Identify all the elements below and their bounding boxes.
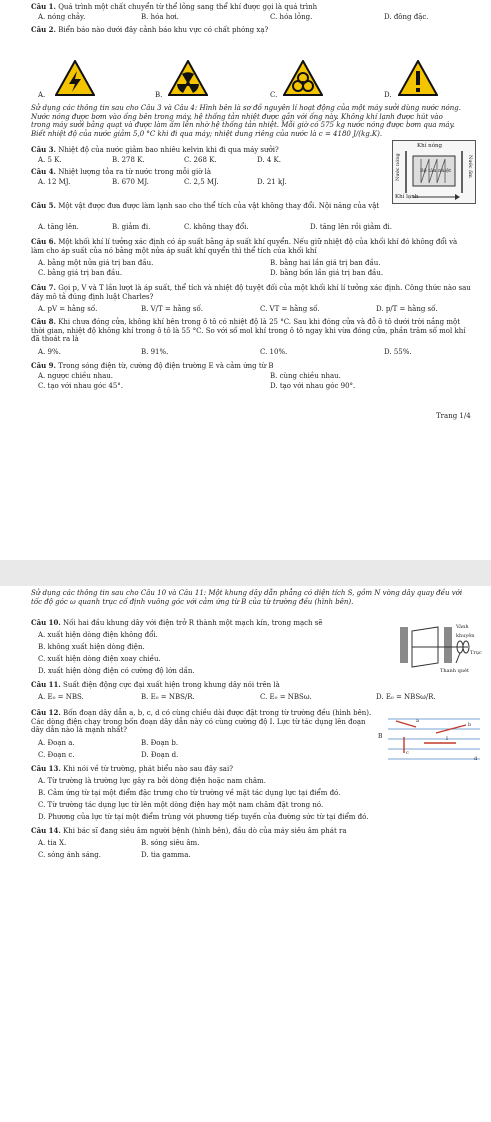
wire-b-label: b <box>468 722 472 728</box>
q4-option-a[interactable]: A. 12 MJ. <box>38 178 71 186</box>
wire-field-diagram <box>376 713 484 769</box>
q12-option-c[interactable]: C. Đoạn c. <box>38 751 75 759</box>
q1-option-a[interactable]: A. nóng chảy. <box>38 13 86 21</box>
question-2: Câu 2. Biển báo nào dưới đây cảnh báo khu vực có chất phóng xạ? <box>31 25 269 34</box>
question-7: Câu 7. Gọi p, V và T lần lượt là áp suất, thể tích và nhiệt độ tuyệt đối của một khối khí lí tưởng xác định. Công thức nào sau đây mô tả đúng định luật Charles? <box>31 283 471 301</box>
wire-a-label: a <box>416 718 419 724</box>
ring-label: Vành khuyên <box>456 624 475 639</box>
lightning-warning-icon <box>55 60 95 96</box>
q12-option-d[interactable]: D. Đoạn d. <box>141 751 179 759</box>
q2-option-c[interactable]: C. <box>270 91 278 99</box>
wire-d-label: d <box>474 756 478 762</box>
biohazard-icon <box>283 60 323 96</box>
q14-option-a[interactable]: A. tia X. <box>38 839 67 847</box>
brush-label: Thanh quét <box>440 668 469 674</box>
question-10: Câu 10. Nối hai đầu khung dây với điện trở R thành một mạch kín, trong mạch sẽ <box>31 618 323 627</box>
q13-option-b[interactable]: B. Cảm ứng từ tại một điểm đặc trưng cho từ trường về mặt tác dụng lực tại điểm đó. <box>38 789 341 797</box>
q10-option-a[interactable]: A. xuất hiện dòng điện không đổi. <box>38 631 158 639</box>
heater-bottom-label: Khí lạnh <box>395 194 419 200</box>
q1-option-c[interactable]: C. hóa lỏng. <box>270 13 313 21</box>
heater-right-label: Nước ấm <box>467 155 473 178</box>
q13-option-c[interactable]: C. Từ trường tác dụng lực từ lên một dòng điện hay một nam châm đặt trong nó. <box>38 801 324 809</box>
q1-option-d[interactable]: D. đông đặc. <box>384 13 429 21</box>
question-1: Câu 1. Quá trình một chất chuyển từ thể lỏng sang thể khí được gọi là quá trình <box>31 2 318 11</box>
question-3: Câu 3. Nhiệt độ của nước giảm bao nhiêu kelvin khi đi qua máy sưởi? <box>31 145 279 154</box>
q14-option-b[interactable]: B. sóng siêu âm. <box>141 839 200 847</box>
q8-option-b[interactable]: B. 91%. <box>141 348 169 356</box>
q3-option-d[interactable]: D. 4 K. <box>257 156 281 164</box>
q5-option-c[interactable]: C. không thay đổi. <box>184 223 249 231</box>
q3-option-c[interactable]: C. 268 K. <box>184 156 217 164</box>
q9-option-b[interactable]: B. cùng chiều nhau. <box>270 372 341 380</box>
q6-option-d[interactable]: D. bằng bốn lần giá trị ban đầu. <box>270 269 384 277</box>
q4-option-c[interactable]: C. 2,5 MJ. <box>184 178 219 186</box>
context-q3-q4: Sử dụng các thông tin sau cho Câu 3 và Câu 4: Hình bên là sơ đồ nguyên lí hoạt động của một máy sưởi dùng nước nóng. Nước nóng được bơm vào ống bên trong máy, hệ thống tản nhiệt được gắn với ống này. Không khí lạnh được hút vào trong máy sưởi bằng quạt và được làm ấm lên nhờ hệ thống tản nhiệt. Mỗi giờ có 575 kg nước nóng được bơm qua máy. Biết nhiệt độ của nước giảm 5,0 °C khi đi qua máy; nhiệt dung riêng của nước là c = 4180 J/(kg.K). <box>31 104 461 138</box>
page-separator <box>0 560 491 586</box>
q7-option-c[interactable]: C. VT = hằng số. <box>260 305 320 313</box>
q12-option-a[interactable]: A. Đoạn a. <box>38 739 75 747</box>
q11-option-d[interactable]: D. E₀ = NBSω/R. <box>376 693 436 701</box>
current-label: I <box>446 736 448 742</box>
q8-option-a[interactable]: A. 9%. <box>38 348 61 356</box>
radiation-icon <box>168 60 208 96</box>
heater-diagram <box>392 140 476 204</box>
q1-option-b[interactable]: B. hóa hơi. <box>141 13 179 21</box>
q10-option-c[interactable]: C. xuất hiện dòng điện xoay chiều. <box>38 655 161 663</box>
heater-left-label: Nước nóng <box>395 153 401 181</box>
exam-page-1 <box>0 0 491 560</box>
q12-option-b[interactable]: B. Đoạn b. <box>141 739 179 747</box>
question-9: Câu 9. Trong sóng điện từ, cường độ điện trường E và cảm ứng từ B <box>31 361 274 370</box>
q10-option-d[interactable]: D. xuất hiện dòng điện có cường độ lớn dần. <box>38 667 195 675</box>
exam-page-2 <box>0 585 491 1122</box>
question-11: Câu 11. Suất điện động cực đại xuất hiện trong khung dây nói trên là <box>31 680 280 689</box>
question-8: Câu 8. Khi chưa đóng cửa, không khí bên trong ô tô có nhiệt độ là 25 °C. Sau khi đóng cửa và đỗ ô tô dưới trời nắng một thời gian, nhiệt độ không khí trong ô tô là 55 °C. So với số mol khí trong ô tô ngay khi vừa đóng cửa, phần trăm số mol khí đã thoát ra là <box>31 317 466 343</box>
question-13: Câu 13. Khi nói về từ trường, phát biểu nào sau đây sai? <box>31 764 233 773</box>
q2-option-a[interactable]: A. <box>38 91 46 99</box>
q8-option-d[interactable]: D. 55%. <box>384 348 412 356</box>
wire-c-label: c <box>406 750 409 756</box>
q5-option-b[interactable]: B. giảm đi. <box>112 223 151 231</box>
q2-option-b[interactable]: B. <box>155 91 163 99</box>
coil-diagram <box>398 623 482 685</box>
q9-option-d[interactable]: D. tạo với nhau góc 90°. <box>270 382 356 390</box>
q10-option-b[interactable]: B. không xuất hiện dòng điện. <box>38 643 145 651</box>
q13-option-a[interactable]: A. Từ trường là trường lực gây ra bởi dòng điện hoặc nam châm. <box>38 777 266 785</box>
q11-option-b[interactable]: B. E₀ = NBS/R. <box>141 693 195 701</box>
page-number: Trang 1/4 <box>436 412 471 420</box>
exclamation-warning-icon <box>398 60 438 96</box>
q6-option-a[interactable]: A. bằng một nửa giá trị ban đầu. <box>38 259 154 267</box>
question-14: Câu 14. Khi bác sĩ đang siêu âm người bệnh (hình bên), đầu dò của máy siêu âm phát ra <box>31 826 347 835</box>
q14-option-d[interactable]: D. tia gamma. <box>141 851 191 859</box>
question-12: Câu 12. Bốn đoạn dây dẫn a, b, c, d có cùng chiều dài được đặt trong từ trường đều (hình bên). Các dòng điện chạy trong bốn đoạn dây dẫn này có cùng cường độ I. Lực từ tác dụng lên đoạn dây dẫn nào là mạnh nhất? <box>31 708 372 734</box>
q11-option-c[interactable]: C. E₀ = NBSω. <box>260 693 312 701</box>
q3-option-b[interactable]: B. 278 K. <box>112 156 145 164</box>
q4-option-d[interactable]: D. 21 kJ. <box>257 178 287 186</box>
question-5: Câu 5. Một vật được đưa được làm lạnh sao cho thể tích của vật không thay đổi. Nội năng của vật <box>31 201 380 210</box>
q4-option-b[interactable]: B. 670 MJ. <box>112 178 149 186</box>
q5-option-d[interactable]: D. tăng lên rồi giảm đi. <box>310 223 392 231</box>
q11-option-a[interactable]: A. E₀ = NBS. <box>38 693 84 701</box>
q7-option-d[interactable]: D. p/T = hằng số. <box>376 305 438 313</box>
q7-option-a[interactable]: A. pV = hằng số. <box>38 305 98 313</box>
question-4: Câu 4. Nhiệt lượng tỏa ra từ nước trong mỗi giờ là <box>31 167 212 176</box>
q13-option-d[interactable]: D. Phương của lực từ tại một điểm trùng với phương tiếp tuyến của đường sức từ tại điểm đó. <box>38 813 369 821</box>
heater-top-label: Khí nóng <box>417 143 443 149</box>
q7-option-b[interactable]: B. V/T = hằng số. <box>141 305 203 313</box>
q6-option-b[interactable]: B. bằng hai lần giá trị ban đầu. <box>270 259 381 267</box>
q8-option-c[interactable]: C. 10%. <box>260 348 288 356</box>
q3-option-a[interactable]: A. 5 K. <box>38 156 62 164</box>
context-q10-q11: Sử dụng các thông tin sau cho Câu 10 và Câu 11: Một khung dây dẫn phẳng có diện tích S, gồm N vòng dây quay đều với tốc độ góc ω quanh trục cố định vuông góc với cảm ứng từ B của từ trường đều (hình bên). <box>31 589 463 606</box>
q9-option-c[interactable]: C. tạo với nhau góc 45°. <box>38 382 124 390</box>
q9-option-a[interactable]: A. ngược chiều nhau. <box>38 372 113 380</box>
q2-option-d[interactable]: D. <box>384 91 392 99</box>
q5-option-a[interactable]: A. tăng lên. <box>38 223 79 231</box>
question-6: Câu 6. Một khối khí lí tưởng xác định có áp suất bằng áp suất khí quyển. Nếu giữ nhiệt độ của khối khí đó không đổi và làm cho áp suất của nó bằng một nửa áp suất khí quyển thì thể tích của khối khí <box>31 237 458 255</box>
heater-center-label: Bộ tản nhiệt <box>420 168 452 174</box>
axis-label: Trục <box>470 650 482 656</box>
field-b-label: B <box>378 733 383 740</box>
q14-option-c[interactable]: C. sóng ánh sáng. <box>38 851 101 859</box>
q6-option-c[interactable]: C. bằng giá trị ban đầu. <box>38 269 123 277</box>
